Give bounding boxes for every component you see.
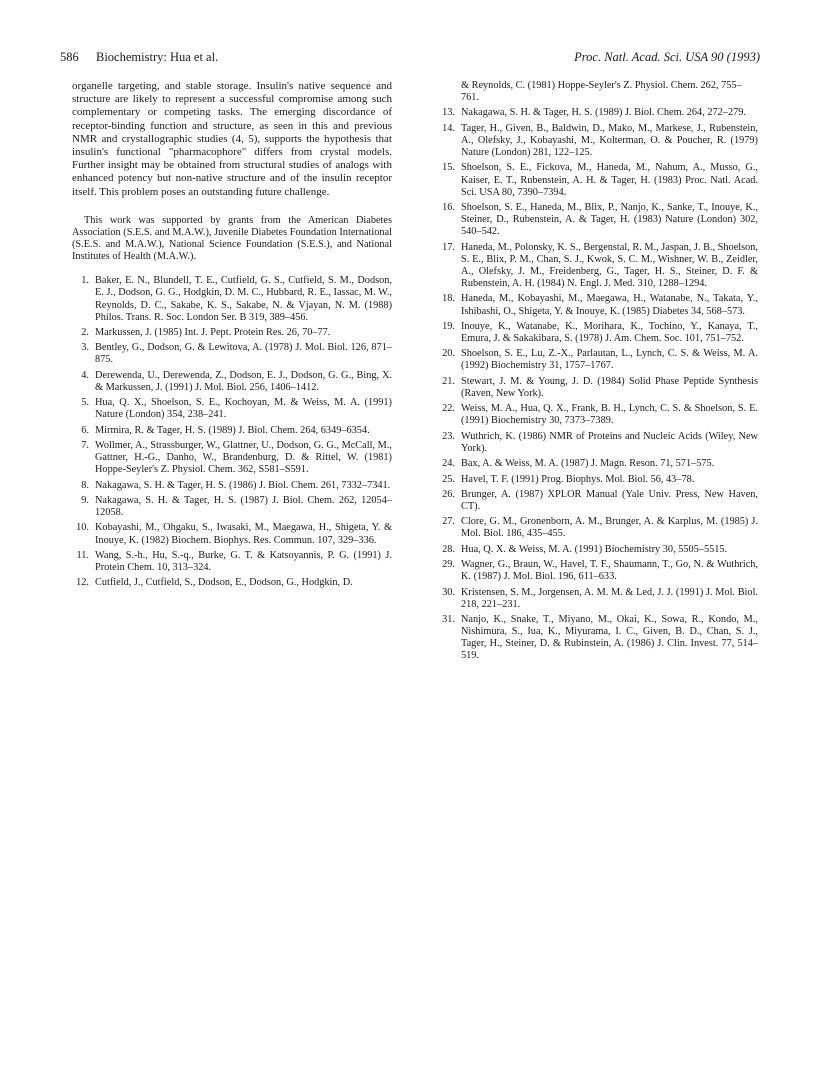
reference-item: [438, 431, 758, 455]
reference-item: [438, 348, 758, 372]
reference-item: [438, 376, 758, 400]
reference-item: [438, 474, 758, 486]
reference-number: 4.: [81, 369, 89, 381]
reference-number: 29.: [442, 559, 455, 571]
reference-text: Wang, S.-h., Hu, S.-q., Burke, G. T. & Katsoyannis, P. G. (1991) J. Protein Chem. 10, 313–324.: [95, 549, 392, 574]
left-column: [72, 80, 392, 593]
reference-item: [72, 342, 392, 366]
reference-number: 22.: [442, 403, 455, 415]
reference-number: 18.: [442, 293, 455, 305]
reference-number: 31.: [442, 614, 455, 626]
reference-number: 24.: [442, 458, 455, 470]
reference-text: Bentley, G., Dodson, G. & Lewitova, A. (1978) J. Mol. Biol. 126, 871–875.: [95, 342, 392, 366]
reference-text: Nanjo, K., Snake, T., Miyano, M., Okai, K., Sowa, R., Kondo, M., Nishimura, S., Iua, K., Miyurama, I. C., Given, B. D., Chan, S. J., Tager, H., Steiner, D. & Rubinstein, A. (1986) J. Clin. Invest. 77, 514–519.: [461, 614, 758, 662]
reference-item: [438, 614, 758, 663]
reference-text: Wuthrich, K. (1986) NMR of Proteins and Nucleic Acids (Wiley, New York).: [461, 430, 758, 454]
reference-item: [438, 559, 758, 583]
reference-number: 1.: [81, 275, 89, 287]
reference-text: Wollmer, A., Strassburger, W., Glattner, U., Dodson, G. G., McCall, M., Gattner, H.-G., Danho, W., Brandenburg, D. & Rittel, W. (1981) Hoppe-Seyler's Z. Physiol. Chem. 362, S581–S591.: [95, 440, 392, 476]
reference-number: 3.: [81, 342, 89, 354]
reference-text: Tager, H., Given, B., Baldwin, D., Mako, M., Markese, J., Rubenstein, A., Olefsky, J., Kobayashi, M., Kolterman, O. & Poucher, R. (1979) Nature (London) 281, 122–125.: [461, 122, 758, 159]
reference-item: [438, 403, 758, 427]
reference-item: [72, 370, 392, 394]
reference-item: [438, 107, 758, 119]
journal-citation: Proc. Natl. Acad. Sci. USA 90 (1993): [574, 50, 760, 64]
reference-number: 20.: [442, 348, 455, 360]
reference-number: 19.: [442, 320, 455, 332]
reference-item: [438, 202, 758, 238]
reference-item: [438, 123, 758, 159]
reference-item: [438, 458, 758, 470]
reference-number: 13.: [442, 107, 455, 119]
reference-text: Markussen, J. (1985) Int. J. Pept. Protein Res. 26, 70–77.: [95, 327, 331, 338]
reference-text: Shoelson, S. E., Lu, Z.-X., Parlautan, L., Lynch, C. S. & Weiss, M. A. (1992) Biochemistry 31, 1757–1767.: [461, 348, 758, 372]
reference-number: 26.: [442, 488, 455, 500]
reference-number: 11.: [76, 549, 89, 561]
reference-item: [72, 480, 392, 492]
reference-text: Derewenda, U., Derewenda, Z., Dodson, E. J., Dodson, G. G., Bing, X. & Markussen, J. (1991) J. Mol. Biol. 256, 1406–1412.: [95, 369, 392, 393]
reference-number: 12.: [76, 577, 89, 589]
reference-text: Mirmira, R. & Tager, H. S. (1989) J. Biol. Chem. 264, 6349–6354.: [95, 424, 370, 436]
reference-text: Nakagawa, S. H. & Tager, H. S. (1989) J. Biol. Chem. 264, 272–279.: [461, 107, 746, 119]
reference-number: 9.: [81, 495, 89, 506]
reference-number: 16.: [442, 202, 455, 214]
reference-number: 25.: [442, 473, 455, 485]
right-column: [438, 80, 758, 666]
page-header: [60, 50, 760, 66]
reference-text: Shoelson, S. E., Haneda, M., Blix, P., Nanjo, K., Sanke, T., Inouye, K., Steiner, D., Rubenstein, A. & Tager, H. (1983) Nature (London) 302, 540–542.: [461, 202, 758, 238]
reference-text: Haneda, M., Kobayashi, M., Maegawa, H., Watanabe, N., Takata, Y., Ishibashi, O., Shigeta, Y. & Inouye, K. (1985) Diabetes 34, 568–573.: [461, 293, 758, 317]
reference-number: 27.: [442, 516, 455, 528]
reference-item: [438, 242, 758, 291]
reference-number: 23.: [442, 430, 455, 442]
reference-text: Shoelson, S. E., Fickova, M., Haneda, M., Nahum, A., Musso, G., Kaiser, E. T., Rubenstein, A. H. & Tager, H. (1983) Proc. Natl. Acad. Sci. USA 80, 7390–7394.: [461, 162, 758, 198]
reference-item: [72, 522, 392, 546]
reference-text: Hua, Q. X., Shoelson, S. E., Kochoyan, M. & Weiss, M. A. (1991) Nature (London) 354, 238–241.: [95, 397, 392, 421]
reference-item: [72, 275, 392, 324]
reference-number: 8.: [81, 479, 89, 491]
reference-text: Baker, E. N., Blundell, T. E., Cutfield, G. S., Cutfield, S. M., Dodson, E. J., Dodson, G. G., Hodgkin, D. M. C., Hubbard, R. E., Iassac, M. W., Reynolds, D. C., Sakabe, K. S., Sakabe, N. & Vjayan, N. M. (1988) Philos. Trans. R. Soc. London Ser. B 319, 389–456.: [95, 275, 392, 323]
reference-text: Kristensen, S. M., Jorgensen, A. M. M. & Led, J. J. (1991) J. Mol. Biol. 218, 221–231.: [461, 586, 758, 610]
reference-continuation: & Reynolds, C. (1981) Hoppe-Seyler's Z. Physiol. Chem. 262, 755–761.: [461, 80, 742, 104]
reference-text: Stewart, J. M. & Young, J. D. (1984) Solid Phase Peptide Synthesis (Raven, New York).: [461, 375, 758, 399]
reference-text: Haneda, M., Polonsky, K. S., Bergenstal, R. M., Jaspan, J. B., Shoelson, S. E., Blix, P. M., Chan, S. J., Kwok, S. C. M., Wishner, W. B., Zeidler, A., Olefsky, J. M., Freidenberg, G., Tager, H. S., Steiner, D. F. & Rubenstein, A. H. (1984) N. Engl. J. Med. 310, 1288–1294.: [461, 241, 758, 290]
reference-text: Bax, A. & Weiss, M. A. (1987) J. Magn. Reson. 71, 571–575.: [461, 458, 715, 470]
reference-item: [72, 550, 392, 574]
reference-text: Wagner, G., Braun, W., Havel, T. F., Shaumann, T., Go, N. & Wuthrich, K. (1987) J. Mol. Biol. 196, 611–633.: [461, 559, 758, 583]
reference-item: [438, 321, 758, 345]
reference-item: [72, 327, 392, 339]
running-head: Biochemistry: Hua et al.: [96, 50, 219, 64]
reference-item: [72, 495, 392, 519]
reference-item: [438, 293, 758, 317]
reference-text: Inouye, K., Watanabe, K., Morihara, K., Tochino, Y., Kanaya, T., Emura, J. & Sakakibara, S. (1978) J. Am. Chem. Soc. 101, 751–752.: [461, 320, 758, 344]
reference-list: [72, 275, 392, 589]
reference-number: 10.: [76, 522, 89, 534]
reference-number: 30.: [442, 586, 455, 598]
reference-text: Kobayashi, M., Ohgaku, S., Iwasaki, M., Maegawa, H., Shigeta, Y. & Inouye, K. (1982) Biochem. Biophys. Res. Commun. 107, 329–336.: [95, 522, 392, 546]
page-number: 586: [60, 50, 79, 64]
acknowledgement: This work was supported by grants from the American Diabetes Association (S.E.S. and M.A.W.), Juvenile Diabetes Foundation International (S.E.S. and M.A.W.), National Science Foundation (S.E.S.), and National Institutes of Health (M.A.W.).: [72, 214, 392, 263]
reference-number: 6.: [81, 424, 89, 436]
reference-text: Weiss, M. A., Hua, Q. X., Frank, B. H., Lynch, C. S. & Shoelson, S. E. (1991) Biochemistry 30, 7373–7389.: [461, 403, 758, 427]
reference-item: [438, 516, 758, 540]
reference-number: 2.: [81, 327, 89, 338]
reference-item: [72, 397, 392, 421]
reference-text: Clore, G. M., Gronenborn, A. M., Brunger, A. & Karplus, M. (1985) J. Mol. Biol. 186, 435–455.: [461, 516, 758, 540]
reference-text: Nakagawa, S. H. & Tager, H. S. (1986) J. Biol. Chem. 261, 7332–7341.: [95, 479, 391, 491]
reference-item: [72, 425, 392, 437]
discussion-paragraph: organelle targeting, and stable storage. Insulin's native sequence and structure are likely to represent a successful compromise among such complementary or competing tasks. The emerging discordance of receptor-binding function and structure, as seen in this and previous NMR and crystallographic studies (4, 5), supports the hypothesis that insulin's functional "pharmacophore" differs from crystal models. Further insight may be obtained from structural studies of analogs with enhanced potency but non-native structure and of the insulin receptor itself. This problem poses an outstanding future challenge.: [72, 80, 392, 198]
reference-number: 14.: [442, 122, 455, 134]
reference-text: Hua, Q. X. & Weiss, M. A. (1991) Biochemistry 30, 5505–5515.: [461, 543, 728, 555]
reference-number: 7.: [81, 440, 89, 452]
reference-item: [438, 544, 758, 556]
reference-text: Havel, T. F. (1991) Prog. Biophys. Mol. Biol. 56, 43–78.: [461, 473, 695, 485]
reference-item: [72, 440, 392, 476]
reference-text: Cutfield, J., Cutfield, S., Dodson, E., Dodson, G., Hodgkin, D.: [95, 577, 353, 589]
reference-number: 5.: [81, 397, 89, 409]
reference-item: [438, 587, 758, 611]
reference-item: [438, 162, 758, 198]
reference-number: 21.: [442, 375, 455, 387]
reference-number: 15.: [442, 162, 455, 174]
reference-list: [438, 107, 758, 662]
reference-text: Brunger, A. (1987) XPLOR Manual (Yale Univ. Press, New Haven, CT).: [461, 488, 758, 512]
reference-number: 17.: [442, 241, 455, 253]
reference-item: [438, 489, 758, 513]
reference-number: 28.: [442, 543, 455, 555]
reference-text: Nakagawa, S. H. & Tager, H. S. (1987) J. Biol. Chem. 262, 12054–12058.: [95, 495, 392, 519]
reference-item: [72, 577, 392, 589]
